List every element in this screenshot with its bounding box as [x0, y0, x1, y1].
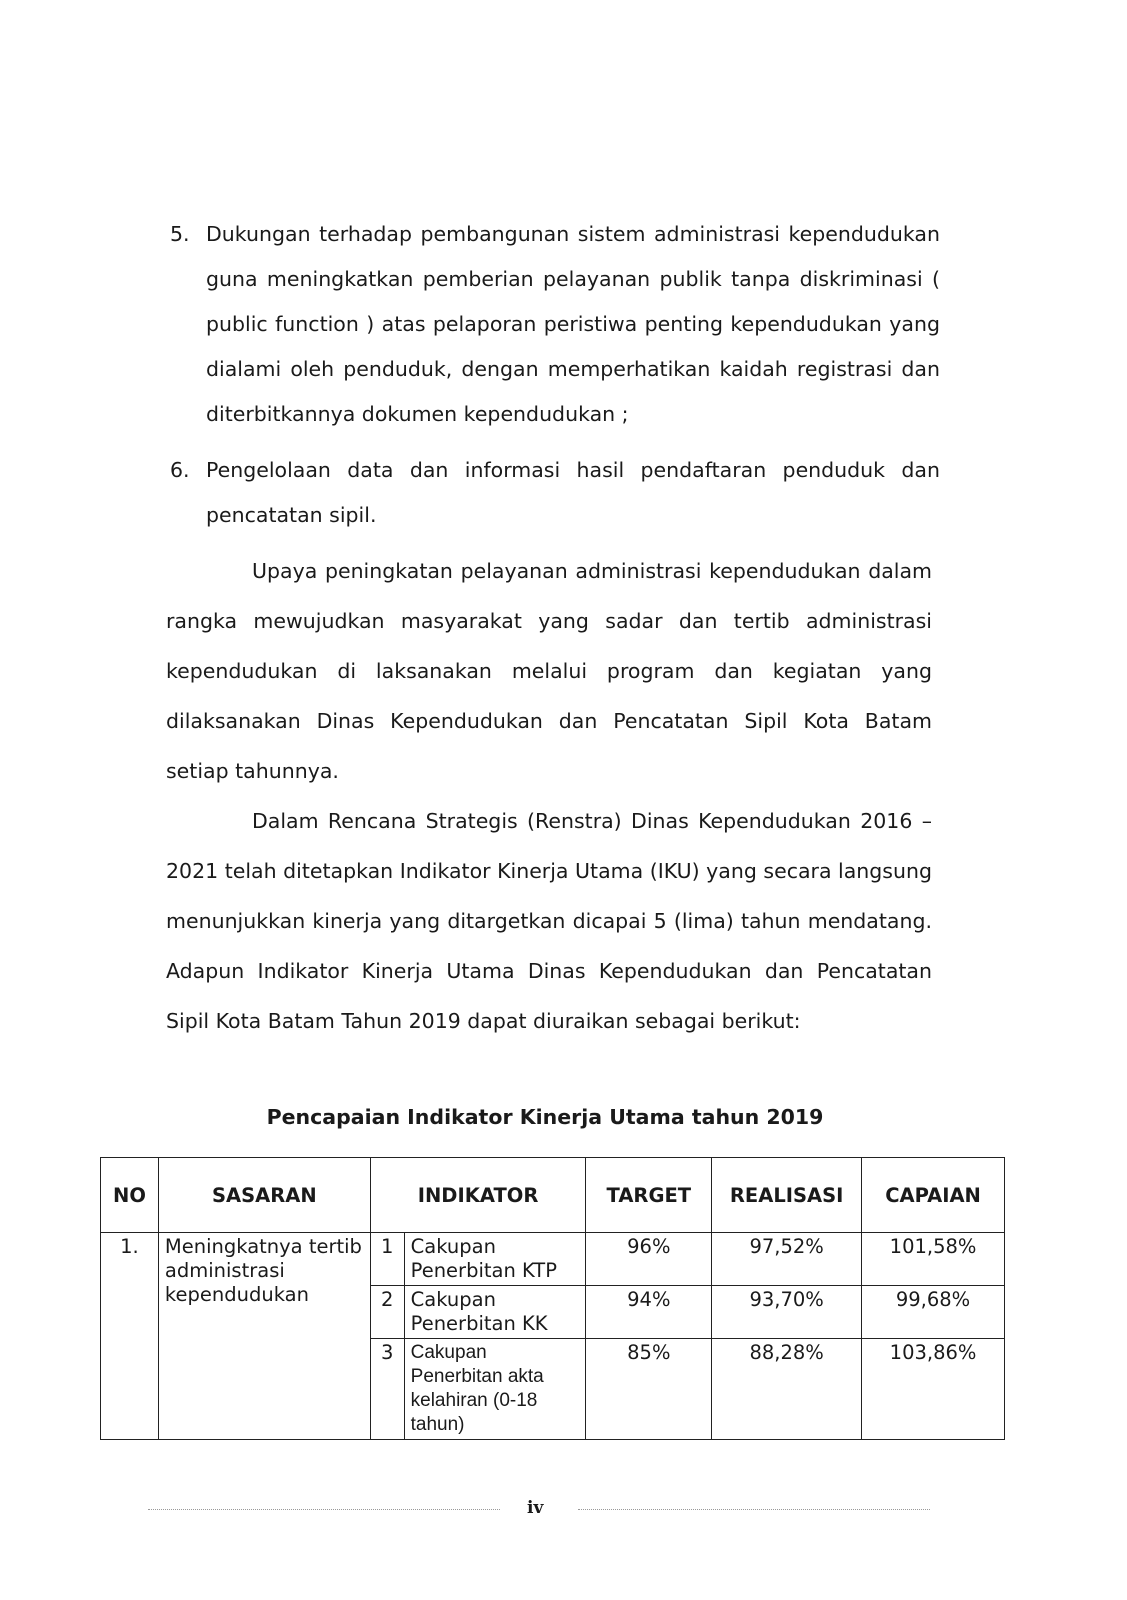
indicator-name: Cakupan Penerbitan KTP	[404, 1233, 586, 1286]
header-target: TARGET	[586, 1158, 712, 1233]
indicator-number: 3	[370, 1339, 404, 1440]
header-realisasi: REALISASI	[712, 1158, 862, 1233]
header-no: NO	[101, 1158, 159, 1233]
row-number: 1.	[101, 1233, 159, 1440]
footer-divider-right	[578, 1509, 930, 1510]
table-title: Pencapaian Indikator Kinerja Utama tahun 2019	[266, 1105, 824, 1129]
realisasi-value: 93,70%	[712, 1286, 862, 1339]
table-header-row	[101, 1158, 1005, 1233]
indicator-number: 1	[370, 1233, 404, 1286]
capaian-value: 103,86%	[862, 1339, 1005, 1440]
list-number: 6.	[170, 458, 190, 482]
paragraph-renstra: Dalam Rencana Strategis (Renstra) Dinas Kependudukan 2016 – 2021 telah ditetapkan Indikator Kinerja Utama (IKU) yang secara langsung menunjukkan kinerja yang ditargetkan dicapai 5 (lima) tahun mendatang. Adapun Indikator Kinerja Utama Dinas Kependudukan dan Pencatatan Sipil Kota Batam Tahun 2019 dapat diuraikan sebagai berikut:	[166, 809, 932, 1033]
indicator-number: 2	[370, 1286, 404, 1339]
capaian-value: 101,58%	[862, 1233, 1005, 1286]
target-value: 96%	[586, 1233, 712, 1286]
paragraph-upaya: Upaya peningkatan pelayanan administrasi kependudukan dalam rangka mewujudkan masyarakat yang sadar dan tertib administrasi kependudukan di laksanakan melalui program dan kegiatan yang dilaksanakan Dinas Kependudukan dan Pencatatan Sipil Kota Batam setiap tahunnya.	[166, 559, 932, 783]
footer-divider-left	[148, 1509, 500, 1510]
realisasi-value: 88,28%	[712, 1339, 862, 1440]
sasaran-cell: Meningkatnya tertib administrasi kependudukan	[158, 1233, 370, 1440]
header-capaian: CAPAIAN	[862, 1158, 1005, 1233]
list-item-5	[170, 212, 940, 437]
capaian-value: 99,68%	[862, 1286, 1005, 1339]
table-row	[101, 1233, 1005, 1286]
header-sasaran: SASARAN	[158, 1158, 370, 1233]
list-number: 5.	[170, 222, 190, 246]
header-indikator: INDIKATOR	[370, 1158, 586, 1233]
page-number: iv	[527, 1498, 544, 1518]
list-text: Dukungan terhadap pembangunan sistem administrasi kependudukan guna meningkatkan pemberian pelayanan publik tanpa diskriminasi ( public function ) atas pelaporan peristiwa penting kependudukan yang dialami oleh penduduk, dengan memperhatikan kaidah registrasi dan diterbitkannya dokumen kependudukan ;	[206, 222, 940, 426]
target-value: 94%	[586, 1286, 712, 1339]
realisasi-value: 97,52%	[712, 1233, 862, 1286]
list-item-6	[170, 448, 940, 538]
indicator-name: Cakupan Penerbitan akta kelahiran (0-18 tahun)	[404, 1339, 586, 1440]
indicator-name: Cakupan Penerbitan KK	[404, 1286, 586, 1339]
list-text: Pengelolaan data dan informasi hasil pendaftaran penduduk dan pencatatan sipil.	[206, 458, 940, 527]
target-value: 85%	[586, 1339, 712, 1440]
iku-table	[100, 1157, 1005, 1440]
